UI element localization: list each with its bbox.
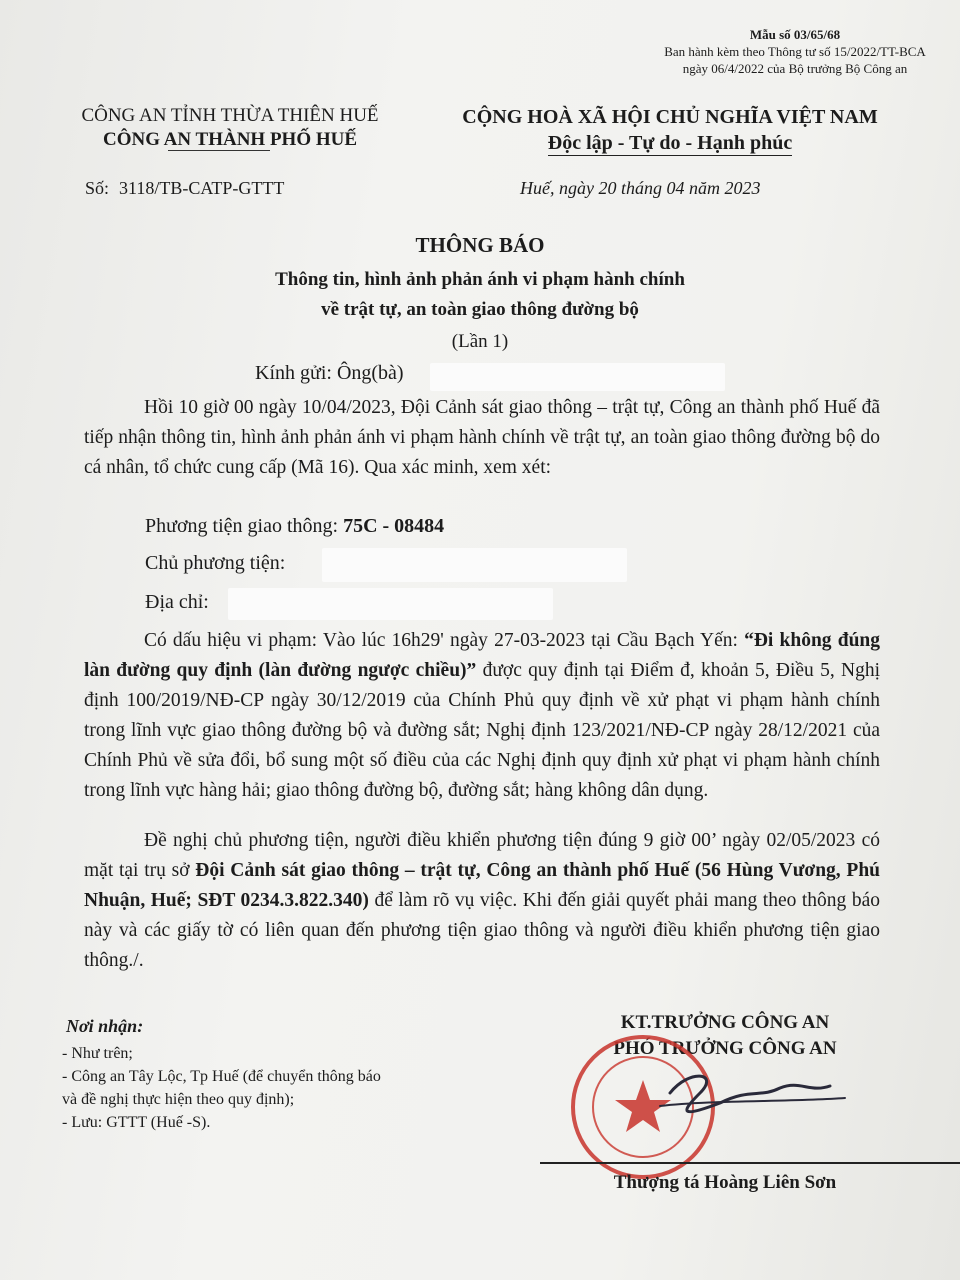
nation-motto: Độc lập - Tự do - Hạnh phúc [547,132,793,154]
subtitle-line1: Thông tin, hình ảnh phản ánh vi phạm hành chính [275,269,685,290]
recipients-item1: - Như trên; [62,1045,133,1062]
document-title: THÔNG BÁO [415,233,545,257]
request-lead: Đề nghị chủ phương tiện, người điều khiển phương tiện đúng 9 giờ 00’ ngày 02/05/2023 có mặt tại trụ sở [84,830,880,881]
nation-name: CỘNG HOÀ XÃ HỘI CHỦ NGHĨA VIỆT NAM [462,106,878,128]
subtitle-line2: về trật tự, an toàn giao thông đường bộ [321,299,639,320]
notice-times: (Lần 1) [451,331,509,352]
form-issued-line2: ngày 06/4/2022 của Bộ trưởng Bộ Công an [682,61,908,76]
recipient-label: Kính gửi: Ông(bà) [255,362,404,384]
recipients-item3: - Lưu: GTTT (Huế -S). [62,1114,211,1131]
signature-line2: PHÓ TRƯỞNG CÔNG AN [613,1038,837,1059]
recipients-title: Nơi nhận: [66,1016,144,1036]
place-date: Huế, ngày 20 tháng 04 năm 2023 [520,178,761,198]
violation-paragraph [84,626,880,806]
request-rest: để làm rõ vụ việc. Khi đến giải quyết phải mang theo thông báo này và các giấy tờ có liên quan đến phương tiện giao thông và người điều khiển phương tiện giao thông./. [84,890,880,971]
owner-label: Chủ phương tiện: [145,552,286,574]
form-code-block [640,26,950,77]
request-paragraph [84,826,880,976]
recipients-item2a: - Công an Tây Lộc, Tp Huế (để chuyển thông báo [62,1068,381,1085]
intro-paragraph: Hồi 10 giờ 00 ngày 10/04/2023, Đội Cảnh sát giao thông – trật tự, Công an thành phố Huế đã tiếp nhận thông tin, hình ảnh phản ánh vi phạm hành chính về trật tự, an toàn giao thông đường bộ do cá nhân, tổ chức cung cấp (Mã 16). Qua xác minh, xem xét: [84,397,880,478]
violation-rest: được quy định tại Điểm đ, khoản 5, Điều 5, Nghị định 100/2019/NĐ-CP ngày 30/12/2019 của Chính Phủ quy định về xử phạt vi phạm hành chính trong lĩnh vực giao thông đường bộ và đường sắt; Nghị định 123/2021/NĐ-CP ngày 28/12/2021 của Chính Phủ về sửa đổi, bổ sung một số điều của các Nghị định quy định xử phạt vi phạm hành chính trong lĩnh vực hàng hải; giao thông đường bộ, đường sắt; hàng không dân dụng. [84,660,880,801]
document-number [85,178,284,199]
document-number-value: 3118/TB-CATP-GTTT [119,178,285,198]
signature-rule [540,1162,960,1164]
agency-underline [168,150,270,151]
document-subtitle [0,265,960,325]
redacted-address [228,588,553,620]
agency-name: CÔNG AN THÀNH PHỐ HUẾ [102,129,358,150]
redacted-recipient [430,363,725,391]
violation-lead: Có dấu hiệu vi phạm: Vào lúc 16h29' ngày 27-03-2023 tại Cầu Bạch Yến: [144,630,738,651]
redacted-owner [322,548,627,582]
recipients-item2b: và đề nghị thực hiện theo quy định); [62,1091,295,1108]
signer-name: Thượng tá Hoàng Liên Sơn [613,1172,837,1193]
violation-name: “Đi không đúng làn đường quy định (làn đường ngược chiều)” [84,630,881,681]
address-label: Địa chỉ: [145,591,209,613]
vehicle-label: Phương tiện giao thông: [145,515,339,537]
form-number: Mẫu số 03/65/68 [749,27,841,42]
vehicle-plate: 75C - 08484 [343,515,445,537]
document-number-label: Số: [85,178,110,198]
signature-scribble-icon [640,1058,860,1128]
signature-line1: KT.TRƯỞNG CÔNG AN [620,1012,830,1033]
request-place: Đội Cảnh sát giao thông – trật tự, Công an thành phố Huế (56 Hùng Vương, Phú Nhuận, Huế; SĐT 0234.3.822.340) [84,860,881,911]
nation-header [430,104,910,156]
agency-parent: CÔNG AN TỈNH THỪA THIÊN HUẾ [81,105,379,126]
agency-header [40,104,420,152]
form-issued-line1: Ban hành kèm theo Thông tư số 15/2022/TT-BCA [664,44,926,59]
vehicle-line [145,515,444,538]
